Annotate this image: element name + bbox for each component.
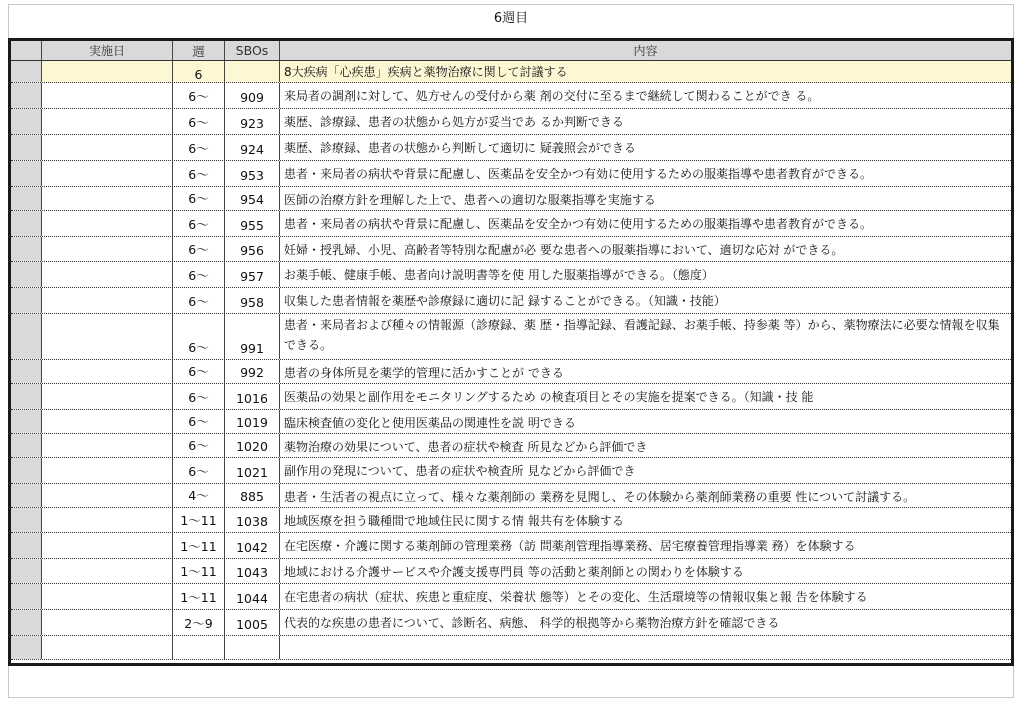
week-cell: 6〜 — [173, 211, 225, 236]
page-title: 6週目 — [493, 11, 529, 26]
row-margin-cell — [11, 410, 42, 433]
sbos-cell: 1038 — [225, 508, 280, 532]
header-content: 内容 — [633, 43, 658, 58]
sbos-cell: 954 — [225, 187, 280, 210]
date-cell — [42, 262, 173, 287]
table-row — [11, 458, 1011, 484]
sbos-cell: 1021 — [225, 458, 280, 483]
date-cell — [42, 61, 173, 82]
row-margin-cell — [11, 135, 42, 160]
content-cell: 薬物治療の効果について、患者の症状や検査 所見などから評価でき — [284, 440, 648, 454]
row-margin-cell — [11, 360, 42, 383]
content-cell: 薬歴、診療録、患者の状態から処方が妥当であ るか判断できる — [284, 115, 624, 129]
table-row — [11, 135, 1011, 161]
content-cell: 収集した患者情報を薬歴や診療録に適切に記 録することができる。（知識・技能） — [284, 294, 726, 308]
week-cell — [173, 636, 225, 659]
row-margin-cell — [11, 288, 42, 313]
row-margin-cell — [11, 161, 42, 186]
table-row — [11, 508, 1011, 533]
row-margin-cell — [11, 610, 42, 635]
date-cell — [42, 187, 173, 210]
sbos-cell: 924 — [225, 135, 280, 160]
sbos-cell: 1042 — [225, 533, 280, 558]
week-cell: 1〜11 — [173, 584, 225, 609]
table-row — [11, 584, 1011, 610]
week-cell: 6〜 — [173, 161, 225, 186]
table-row — [11, 109, 1011, 135]
date-cell — [42, 135, 173, 160]
week-cell: 6〜 — [173, 187, 225, 210]
week-cell: 1〜11 — [173, 533, 225, 558]
table-row — [11, 384, 1011, 410]
sbos-cell: 992 — [225, 360, 280, 383]
week-cell: 6〜 — [173, 109, 225, 134]
table-body — [11, 61, 1011, 660]
content-cell: 在宅患者の病状（症状、疾患と重症度、栄養状 態等）とその変化、生活環境等の情報収集と報 告を体験する — [284, 590, 868, 604]
row-margin-cell — [11, 314, 42, 359]
table-row — [11, 314, 1011, 360]
table-row — [11, 533, 1011, 559]
header-week: 週 — [173, 41, 225, 60]
sbos-cell: 955 — [225, 211, 280, 236]
table-row — [11, 410, 1011, 434]
date-cell — [42, 211, 173, 236]
week-cell: 6〜 — [173, 360, 225, 383]
content-cell: 医師の治療方針を理解した上で、患者への適切な服薬指導を実施する — [284, 193, 656, 207]
table-row — [11, 262, 1011, 288]
row-margin-cell — [11, 533, 42, 558]
table-row — [11, 636, 1011, 660]
content-cell: 来局者の調剤に対して、処方せんの受付から薬 剤の交付に至るまで継続して関わることができ る。 — [284, 89, 820, 103]
row-margin-cell — [11, 237, 42, 261]
table-row — [11, 610, 1011, 636]
date-cell — [42, 384, 173, 409]
sbos-cell: 885 — [225, 484, 280, 507]
date-cell — [42, 484, 173, 507]
sbos-cell — [225, 61, 280, 82]
row-margin-cell — [11, 211, 42, 236]
week-cell: 2〜9 — [173, 610, 225, 635]
row-margin-cell — [11, 262, 42, 287]
content-cell: 8大疾病「心疾患」疾病と薬物治療に関して討議する — [280, 61, 1011, 82]
content-cell: 患者の身体所見を薬学的管理に活かすことが できる — [284, 366, 564, 380]
week-cell: 6〜 — [173, 410, 225, 433]
content-cell: 患者・来局者および種々の情報源（診療録、薬 歴・指導記録、看護記録、お薬手帳、持参薬 等）から、薬物療法に必要な情報を収集できる。 — [284, 318, 1000, 352]
content-cell: 妊婦・授乳婦、小児、高齢者等特別な配慮が必 要な患者への服薬指導において、適切な応対 ができる。 — [284, 243, 844, 257]
schedule-table — [8, 38, 1014, 666]
sbos-cell: 956 — [225, 237, 280, 261]
week-cell: 6〜 — [173, 314, 225, 359]
week-cell: 6〜 — [173, 135, 225, 160]
week-cell: 6 — [173, 61, 225, 82]
date-cell — [42, 83, 173, 108]
row-margin-cell — [11, 584, 42, 609]
week-cell: 1〜11 — [173, 559, 225, 583]
date-cell — [42, 288, 173, 313]
row-margin-cell — [11, 636, 42, 659]
content-cell: 患者・来局者の病状や背景に配慮し、医薬品を安全かつ有効に使用するための服薬指導や患者教育ができる。 — [284, 217, 873, 231]
header-date: 実施日 — [42, 41, 173, 60]
sbos-cell: 1043 — [225, 559, 280, 583]
table-header-row — [11, 41, 1011, 61]
date-cell — [42, 360, 173, 383]
sbos-cell: 1019 — [225, 410, 280, 433]
table-row — [11, 288, 1011, 314]
table-row — [11, 360, 1011, 384]
date-cell — [42, 508, 173, 532]
header-margin-cell — [11, 41, 42, 60]
date-cell — [42, 610, 173, 635]
content-cell: お薬手帳、健康手帳、患者向け説明書等を使 用した服薬指導ができる。（態度） — [284, 268, 714, 282]
row-margin-cell — [11, 61, 42, 82]
content-cell: 副作用の発現について、患者の症状や検査所 見などから評価でき — [284, 464, 636, 478]
week-cell: 6〜 — [173, 288, 225, 313]
week-cell: 6〜 — [173, 384, 225, 409]
week-cell: 6〜 — [173, 434, 225, 457]
date-cell — [42, 314, 173, 359]
sbos-cell: 1016 — [225, 384, 280, 409]
content-cell: 臨床検査値の変化と使用医薬品の関連性を説 明できる — [284, 416, 576, 430]
week-cell: 6〜 — [173, 237, 225, 261]
sbos-cell: 953 — [225, 161, 280, 186]
date-cell — [42, 458, 173, 483]
row-margin-cell — [11, 384, 42, 409]
content-cell: 患者・生活者の視点に立って、様々な薬剤師の 業務を見聞し、その体験から薬剤師業務の重要 性について討議する。 — [284, 490, 916, 504]
sbos-cell — [225, 636, 280, 659]
sbos-cell: 991 — [225, 314, 280, 359]
date-cell — [42, 559, 173, 583]
content-cell: 医薬品の効果と副作用をモニタリングするため の検査項目とその実施を提案できる。（知識・技 能 — [284, 390, 814, 404]
row-margin-cell — [11, 559, 42, 583]
date-cell — [42, 161, 173, 186]
table-row — [11, 559, 1011, 584]
table-row — [11, 211, 1011, 237]
content-cell: 代表的な疾患の患者について、診断名、病態、 科学的根拠等から薬物治療方針を確認できる — [284, 616, 780, 630]
week-cell: 4〜 — [173, 484, 225, 507]
table-row — [11, 161, 1011, 187]
row-margin-cell — [11, 508, 42, 532]
table-row — [11, 187, 1011, 211]
sbos-cell: 958 — [225, 288, 280, 313]
week-cell: 6〜 — [173, 83, 225, 108]
date-cell — [42, 410, 173, 433]
sbos-cell: 1044 — [225, 584, 280, 609]
sbos-cell: 1005 — [225, 610, 280, 635]
date-cell — [42, 434, 173, 457]
row-margin-cell — [11, 83, 42, 108]
table-row — [11, 83, 1011, 109]
content-cell: 地域医療を担う職種間で地域住民に関する情 報共有を体験する — [284, 514, 624, 528]
date-cell — [42, 109, 173, 134]
week-cell: 6〜 — [173, 262, 225, 287]
content-cell: 薬歴、診療録、患者の状態から判断して適切に 疑義照会ができる — [284, 141, 636, 155]
header-sbos: SBOs — [225, 41, 280, 60]
sbos-cell: 909 — [225, 83, 280, 108]
week-cell: 1〜11 — [173, 508, 225, 532]
table-row — [11, 434, 1011, 458]
sbos-cell: 1020 — [225, 434, 280, 457]
content-cell — [280, 636, 1011, 659]
date-cell — [42, 636, 173, 659]
date-cell — [42, 584, 173, 609]
content-cell: 在宅医療・介護に関する薬剤師の管理業務（訪 問薬剤管理指導業務、居宅療養管理指導業 務）を体験する — [284, 539, 856, 553]
date-cell — [42, 533, 173, 558]
content-cell: 地域における介護サービスや介護支援専門員 等の活動と薬剤師との関わりを体験する — [284, 565, 744, 579]
table-row — [11, 61, 1011, 83]
content-cell: 患者・来局者の病状や背景に配慮し、医薬品を安全かつ有効に使用するための服薬指導や患者教育ができる。 — [284, 167, 873, 181]
table-row — [11, 484, 1011, 508]
sbos-cell: 957 — [225, 262, 280, 287]
row-margin-cell — [11, 109, 42, 134]
week-cell: 6〜 — [173, 458, 225, 483]
row-margin-cell — [11, 187, 42, 210]
sbos-cell: 923 — [225, 109, 280, 134]
row-margin-cell — [11, 434, 42, 457]
row-margin-cell — [11, 458, 42, 483]
row-margin-cell — [11, 484, 42, 507]
table-row — [11, 237, 1011, 262]
date-cell — [42, 237, 173, 261]
